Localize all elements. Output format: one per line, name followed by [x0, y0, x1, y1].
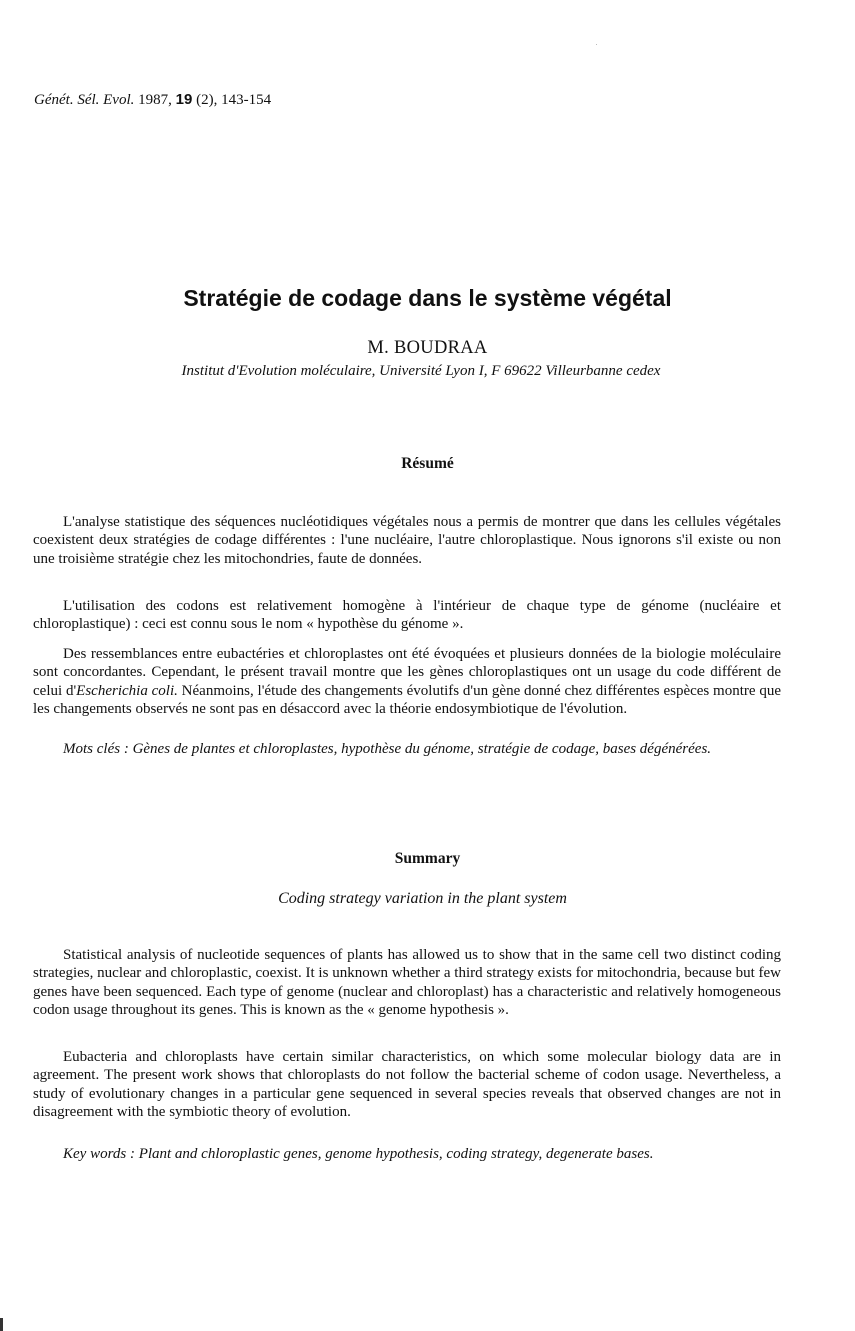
journal-issue-pages: (2), 143-154 — [196, 92, 272, 108]
author-name: M. BOUDRAA — [367, 338, 488, 358]
journal-year: 1987, — [138, 92, 172, 108]
journal-reference — [34, 91, 271, 109]
resume-paragraph-3 — [33, 645, 781, 719]
article-title: Stratégie de codage dans le système végétal — [183, 285, 672, 311]
journal-name: Génét. Sél. Evol. — [34, 92, 135, 108]
summary-paragraph-2: Eubacteria and chloroplasts have certain similar characteristics, on which some molecular biology data are in agreement. The present work shows that chloroplasts do not follow the bacterial scheme of codon usage. Nevertheless, a study of evolutionary changes in a particular gene sequenced in several species reveals that observed changes are not in disagreement with the symbiotic theory of evolution. — [33, 1049, 781, 1121]
summary-paragraph-1: Statistical analysis of nucleotide sequences of plants has allowed us to show that in the same cell two distinct coding strategies, nuclear and chloroplastic, coexist. It is unknown whether a third strategy exists for mitochondria, because but few genes have been sequenced. Each type of genome (nuclear and chloroplast) has a characteristic and relatively homogeneous codon usage throughout its genes. This is known as the « genome hypothesis ». — [33, 947, 781, 1019]
resume-keywords: Mots clés : Gènes de plantes et chloroplastes, hypothèse du génome, stratégie de codage, bases dégénérées. — [63, 741, 712, 757]
resume-p3-text-b: Néanmoins, l'étude des changements évolutifs d'un gène donné chez différentes espèces montre que les changements observés ne sont pas en désaccord avec la théorie endosymbiotique de l'évolution. — [33, 682, 782, 718]
resume-heading: Résumé — [401, 455, 454, 472]
journal-volume: 19 — [175, 91, 193, 108]
page-edge-mark — [0, 1318, 3, 1331]
summary-subtitle: Coding strategy variation in the plant system — [278, 890, 567, 907]
resume-paragraph-2: L'utilisation des codons est relativement homogène à l'intérieur de chaque type de génome (nucléaire et chloroplastique) : ceci est connu sous le nom « hypothèse du génome ». — [33, 598, 781, 633]
author-affiliation: Institut d'Evolution moléculaire, Université Lyon I, F 69622 Villeurbanne cedex — [181, 363, 661, 379]
species-name: Escherichia coli. — [76, 682, 178, 699]
summary-heading: Summary — [394, 850, 461, 867]
resume-paragraph-1: L'analyse statistique des séquences nucléotidiques végétales nous a permis de montrer que dans les cellules végétales coexistent deux stratégies de codage différentes : l'une nucléaire, l'autre chloroplastique. Nous ignorons s'il existe ou non une troisième stratégie chez les mitochondries, faute de données. — [33, 514, 781, 567]
summary-keywords: Key words : Plant and chloroplastic genes, genome hypothesis, coding strategy, degenerate bases. — [63, 1146, 654, 1162]
resume-p3-text-a: Des ressemblances entre eubactéries et chloroplastes ont été évoquées et plusieurs données de la biologie moléculaire sont concordantes. Cependant, le présent travail montre que les gènes chloroplastiques ont un usage du code différent de celui d' — [33, 646, 781, 699]
scan-speck — [596, 44, 597, 45]
